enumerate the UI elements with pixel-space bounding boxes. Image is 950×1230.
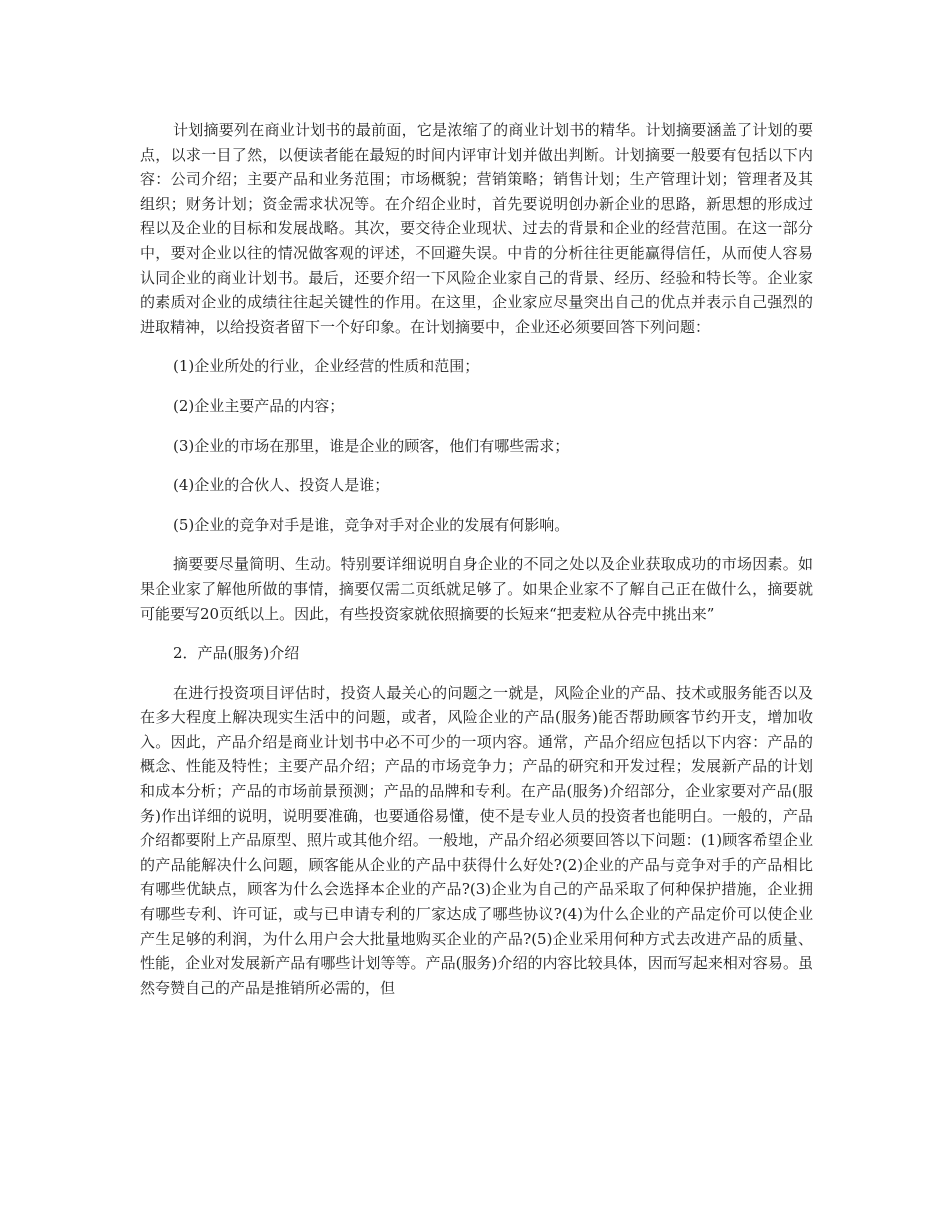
section-heading: 2．产品(服务)介绍 [173,644,300,663]
document-page [140,118,813,1015]
summary-intro-paragraph: 计划摘要列在商业计划书的最前面，它是浓缩了的商业计划书的精华。计划摘要涵盖了计划的要点，以求一目了然，以便读者能在最短的时间内评审计划并做出判断。计划摘要一般要有包括以下内容：公司介绍；主要产品和业务范围；市场概貌；营销策略；销售计划；生产管理计划；管理者及其组织；财务计划；资金需求状况等。在介绍企业时，首先要说明创办新企业的思路，新思想的形成过程以及企业的目标和发展战略。其次，要交待企业现状、过去的背景和企业的经营范围。在这一部分中，要对企业以往的情况做客观的评述，不回避失误。中肯的分析往往更能赢得信任，从而使人容易认同企业的商业计划书。最后，还要介绍一下风险企业家自己的背景、经历、经验和特长等。企业家的素质对企业的成绩往往起关键性的作用。在这里，企业家应尽量突出自己的优点并表示自己强烈的进取精神，以给投资者留下一个好印象。在计划摘要中，企业还必须要回答下列问题： [140,121,813,336]
question-item-4: (4)企业的合伙人、投资人是谁； [173,476,390,495]
question-item-1: (1)企业所处的行业，企业经营的性质和范围； [173,357,480,376]
product-intro-paragraph: 在进行投资项目评估时，投资人最关心的问题之一就是，风险企业的产品、技术或服务能否以及在多大程度上解决现实生活中的问题，或者，风险企业的产品(服务)能否帮助顾客节约开支，增加收入。因此，产品介绍是商业计划书中必不可少的一项内容。通常，产品介绍应包括以下内容：产品的概念、性能及特性；主要产品介绍；产品的市场竞争力；产品的研究和开发过程；发展新产品的计划和成本分析；产品的市场前景预测；产品的品牌和专利。在产品(服务)介绍部分，企业家要对产品(服务)作出详细的说明，说明要准确，也要通俗易懂，使不是专业人员的投资者也能明白。一般的，产品介绍都要附上产品原型、照片或其他介绍。一般地，产品介绍必须要回答以下问题：(1)顾客希望企业的产品能解决什么问题，顾客能从企业的产品中获得什么好处?(2)企业的产品与竞争对手的产品相比有哪些优缺点，顾客为什么会选择本企业的产品?(3)企业为自己的产品采取了何种保护措施，企业拥有哪些专利、许可证，或与已申请专利的厂家达成了哪些协议?(4)为什么企业的产品定价可以使企业产生足够的利润，为什么用户会大批量地购买企业的产品?(5)企业采用何种方式去改进产品的质量、性能，企业对发展新产品有哪些计划等等。产品(服务)介绍的内容比较具体，因而写起来相对容易。虽然夸赞自己的产品是推销所必需的，但 [140,683,813,997]
summary-advice-paragraph: 摘要要尽量简明、生动。特别要详细说明自身企业的不同之处以及企业获取成功的市场因素。如果企业家了解他所做的事情，摘要仅需二页纸就足够了。如果企业家不了解自己正在做什么，摘要就可能要写20页纸以上。因此，有些投资家就依照摘要的长短来“把麦粒从谷壳中挑出来” [140,555,813,623]
question-item-3: (3)企业的市场在那里，谁是企业的顾客，他们有哪些需求； [173,436,570,455]
question-item-2: (2)企业主要产品的内容； [173,396,345,415]
question-item-5: (5)企业的竞争对手是谁，竞争对手对企业的发展有何影响。 [173,515,570,534]
